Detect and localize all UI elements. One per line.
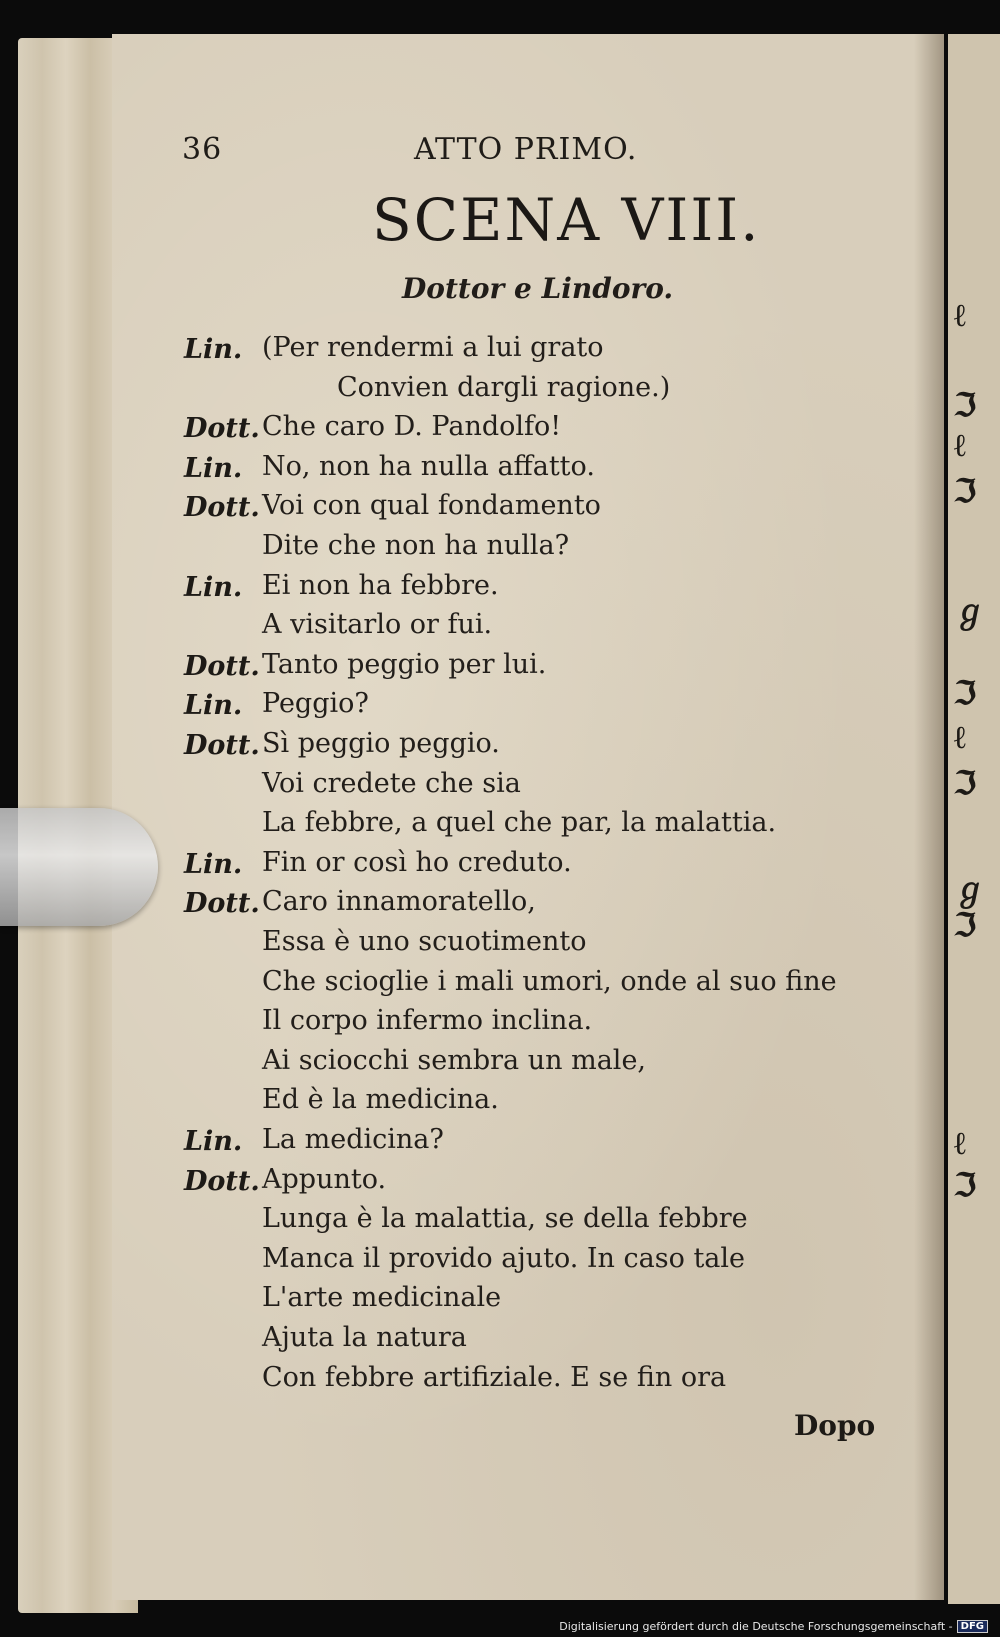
- dialogue-line: (Per rendermi a lui grato: [262, 332, 604, 363]
- facing-glyph: ℊ: [954, 870, 987, 908]
- facing-glyph: ℑ: [954, 674, 977, 712]
- dialogue-line: Con febbre artifiziale. E se fin ora: [262, 1362, 727, 1393]
- facing-glyph: ℑ: [954, 386, 977, 424]
- facing-glyph: ℓ: [954, 296, 966, 334]
- dialogue-line: Sì peggio peggio.: [262, 728, 500, 759]
- dialogue-line: La febbre, a quel che par, la malattia.: [262, 807, 777, 838]
- speaker-label: Dott.: [184, 730, 260, 761]
- dialogue-line: A visitarlo or fui.: [262, 609, 493, 640]
- catchword: Dopo: [794, 1409, 876, 1442]
- page-clip: [0, 808, 158, 926]
- speaker-label: Dott.: [184, 413, 260, 444]
- scene-characters: Dottor e Lindoro.: [402, 272, 674, 305]
- dialogue-line: Appunto.: [262, 1164, 387, 1195]
- dialogue-line: Dite che non ha nulla?: [262, 530, 570, 561]
- book-page: [112, 34, 944, 1600]
- dialogue-line: Ai sciocchi sembra un male,: [262, 1045, 646, 1076]
- dialogue-line: No, non ha nulla affatto.: [262, 451, 595, 482]
- dialogue-line: Caro innamoratello,: [262, 886, 536, 917]
- dialogue-line: Fin or così ho creduto.: [262, 847, 572, 878]
- dialogue-line: Ajuta la natura: [262, 1322, 467, 1353]
- page-number: 36: [182, 132, 223, 167]
- dialogue-line: Che caro D. Pandolfo!: [262, 411, 562, 442]
- dialogue-line: Convien dargli ragione.): [337, 372, 671, 403]
- speaker-label: Lin.: [184, 690, 243, 721]
- facing-glyph: ℓ: [954, 1124, 966, 1162]
- facing-page-edge: [948, 34, 1000, 1604]
- speaker-label: Dott.: [184, 492, 260, 523]
- dfg-logo: DFG: [957, 1620, 988, 1633]
- speaker-label: Lin.: [184, 849, 243, 880]
- facing-glyph: ℑ: [954, 906, 977, 944]
- running-title: ATTO PRIMO.: [414, 132, 638, 167]
- dialogue-line: Ei non ha febbre.: [262, 570, 499, 601]
- facing-glyph: ℑ: [954, 764, 977, 802]
- footer-text: Digitalisierung gefördert durch die Deutsche Forschungsgemeinschaft -: [559, 1620, 953, 1633]
- dialogue-line: L'arte medicinale: [262, 1282, 502, 1313]
- dialogue-line: La medicina?: [262, 1124, 444, 1155]
- facing-glyph: ℊ: [954, 592, 987, 630]
- speaker-label: Dott.: [184, 888, 260, 919]
- dialogue-line: Voi credete che sia: [262, 768, 521, 799]
- facing-glyph: ℑ: [954, 1166, 977, 1204]
- dialogue-line: Il corpo infermo inclina.: [262, 1005, 593, 1036]
- dialogue-line: Ed è la medicina.: [262, 1084, 499, 1115]
- dialogue-line: Manca il provido ajuto. In caso tale: [262, 1243, 746, 1274]
- facing-glyph: ℓ: [954, 718, 966, 756]
- dialogue-line: Voi con qual fondamento: [262, 490, 601, 521]
- dialogue-line: Che scioglie i mali umori, onde al suo fine: [262, 966, 837, 997]
- speaker-label: Dott.: [184, 1166, 260, 1197]
- scene-title: SCENA VIII.: [372, 186, 761, 254]
- speaker-label: Lin.: [184, 1126, 243, 1157]
- dialogue-line: Tanto peggio per lui.: [262, 649, 547, 680]
- speaker-label: Lin.: [184, 334, 243, 365]
- dialogue-line: Peggio?: [262, 688, 369, 719]
- speaker-label: Lin.: [184, 453, 243, 484]
- dialogue-line: Essa è uno scuotimento: [262, 926, 587, 957]
- speaker-label: Lin.: [184, 572, 243, 603]
- gutter-shadow: [914, 34, 944, 1600]
- facing-glyph: ℓ: [954, 426, 966, 464]
- footer: [559, 1620, 988, 1633]
- dialogue-line: Lunga è la malattia, se della febbre: [262, 1203, 748, 1234]
- speaker-label: Dott.: [184, 651, 260, 682]
- facing-glyph: ℑ: [954, 472, 977, 510]
